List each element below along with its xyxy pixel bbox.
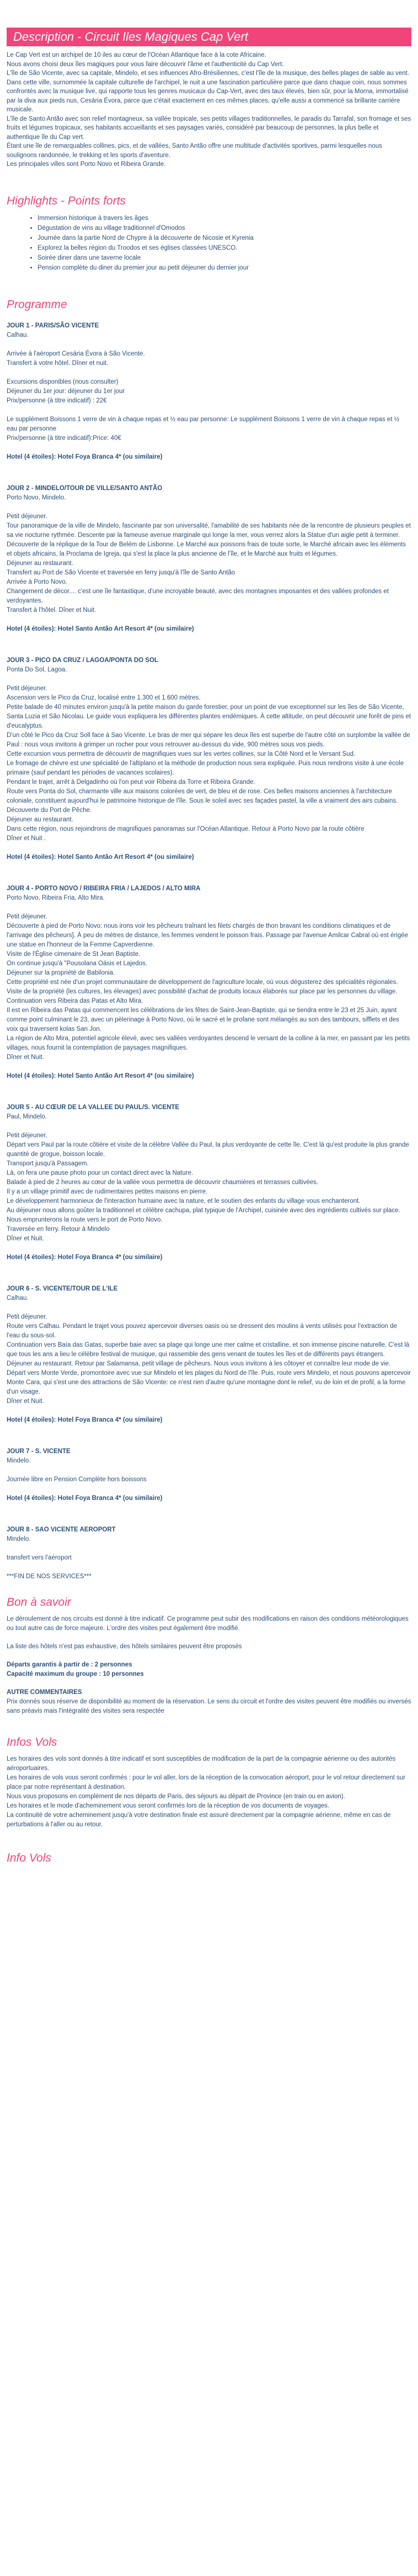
day-line: Dîner et Nuit. xyxy=(7,1235,44,1242)
day-line: Changement de décor.... c'est une île fantastique, d'une incroyable beauté, avec des montagnes imposantes et des vallées profondes et verdoyantes. xyxy=(7,588,389,604)
intro-paragraph: Étant une île de remarquables collines, pics, et de vallées, Santo Antão offre une multitude d'activités sportives, parmi lesquelles nous soulignons randonnée, le trekking et les sports d'aventure. xyxy=(7,143,382,159)
day-line: Petit déjeuner. xyxy=(7,1313,47,1320)
day-line: D'un côté le Pico da Cruz Soll face à Sao Vicente. Le bras de mer qui sépare les deux îles est superbe de l'autre côté on surplombe la vallée de Paul : nous vous invitons à grimper un rocher pour vous retrouver au-dessus du vide, 900 mètres sous vos pieds. xyxy=(7,732,410,748)
day-hotel: Hotel (4 étoiles): Hotel Foya Branca 4* (ou similaire) xyxy=(7,1416,163,1423)
day-hotel: Hotel (4 étoiles): Hotel Foya Branca 4* (ou similaire) xyxy=(7,1254,163,1261)
day-line: Cette excursion vous permettra de découvrir de magnifiques vues sur les vertes collines, sur la Côté Nord et le Versant Sud. xyxy=(7,750,356,757)
day-line xyxy=(7,1466,411,1475)
day-line: Dans cette région, nous rejoindrons de magnifiques panoramas sur l'Océan Atlantique. Retour à Porto Novo par la route côtière xyxy=(7,825,365,832)
day-line: Tour panoramique de la ville de Mindelo, fascinante par son universalité, l'amabilité de ses habitants née de la rencontre de plusieurs peuples et sa vie nocturne rythmée. Descente par la fameuse avenue marginale qui longe la mer, vous verrez alors la Statue d'un aigle petit à terminer. Découverte de la réplique de la Tour de Belém de Lisbonne. Le Marché aux poissons frais de toute sorte, le Marché africain avec les éléments et objets africains, la Proclama de Igreja, qui s'est la place la plus ancienne de l'île, et le Marché aux fruits et légumes. xyxy=(7,522,411,557)
highlight-item: • Explorez la belles région du Troodos et ses églises classées UNESCO. xyxy=(37,243,411,253)
day-hotel: Hotel (4 étoiles): Hotel Santo Antão Art Resort 4* (ou similaire) xyxy=(7,625,194,632)
day-line: Petit déjeuner. xyxy=(7,685,47,692)
day-title: JOUR 4 - PORTO NOVO / RIBEIRA FRIA / LAJEDOS / ALTO MIRA xyxy=(7,885,201,892)
day-line: Au déjeuner nous allons goûter la traditionnel et célèbre cachupa, plat typique de l'Archipel, cuisinée avec des ingrédients cultivés sur place. xyxy=(7,1207,400,1214)
intro-paragraph: Le Cap Vert est un archipel de 10 iles au cœur de l'Océan Atlantique face à la cote Africaine. xyxy=(7,52,266,58)
programme-days xyxy=(7,321,411,1582)
day-line: Calhau. xyxy=(7,1294,29,1302)
day-block xyxy=(7,1447,411,1503)
day-line: Porto Novo, Mindelo. xyxy=(7,494,66,501)
day-line xyxy=(7,1303,411,1313)
day-line: Traversée en ferry. Retour à Mindelo xyxy=(7,1225,110,1233)
info-vols-heading: Info Vols xyxy=(7,1851,51,1864)
bon-a-savoir-text: Le déroulement de nos circuits est donné à titre indicatif. Ce programme peut subir des modifications en raison des conditions météorologiques ou tout autre cas de force majeure. L'ordre des visites peut également être modifié. xyxy=(7,1615,409,1632)
departs-garantis: Départs garantis à partir de : 2 personnes xyxy=(7,1661,132,1668)
day-line: Là, on fera une pause photo pour un contact direct avec la Nature. xyxy=(7,1169,194,1176)
day-hotel: Hotel (4 étoiles): Hotel Santo Antão Art Resort 4* (ou similaire) xyxy=(7,853,194,861)
day-block xyxy=(7,1103,411,1262)
day-line: Visite de l'Église cimenaire de St Jean Baptiste. xyxy=(7,950,141,958)
infos-vols-line: Les horaires et le mode d'acheminement vous seront confirmés lors de la réception de vos documents de voyages. xyxy=(7,1802,330,1809)
day-line: Déjeuner sur la propriété de Babilonia. xyxy=(7,969,115,976)
day-line: Pendant le trajet, arrêt à Delgadinho où l'on peut voir Ribeira da Torre et Ribeira Grande. xyxy=(7,778,255,786)
highlight-item: • Pension complète du diner du premier jour au petit déjeuner du dernier jour xyxy=(37,263,411,273)
day-line: Découverte à pied de Porto Novo: nous irons voir les pêcheurs traînant les filets chargés de thon bravant les conditions climatiques et de l'arrivage des pêcheurs]. À peu de mètres de distance, les femmes vendent le poisson frais. Passage par l'avenue Amilcar Cabral où est érigée une statue en l'honneur de la Femme Capverdienne. xyxy=(7,922,409,948)
intro-paragraph: Les principales villes sont Porto Novo et Ribeira Grande. xyxy=(7,161,166,168)
day-line: Calhau. xyxy=(7,331,29,338)
day-line: Journée libre en Pension Complète hors boissons xyxy=(7,1476,147,1483)
day-line: Déjeuner au restaurant. xyxy=(7,560,73,567)
highlights-heading: Highlights - Points forts xyxy=(7,194,126,207)
day-line: Paul, Mindelo. xyxy=(7,1113,47,1120)
programme-heading: Programme xyxy=(7,298,67,311)
day-line: Petite balade de 40 minutes environ jusqu'à la petite maison du garde forestier, pour un point de vue exceptionnel sur les îles de São Vicente, Santa Luzia et São Nicolau. Le guide vous expliquera les différentes plantes endémiques. À cette altitude, on peut découvrir une forêt de pins et d'eucalyptus. xyxy=(7,703,411,729)
day-hotel: Hotel (4 étoiles): Hotel Foya Branca 4* (ou similaire) xyxy=(7,453,163,460)
day-hotel: Hotel (4 étoiles): Hotel Santo Antão Art Resort 4* (ou similaire) xyxy=(7,1072,194,1079)
infos-vols-line: Les horaires de vols vous seront confirmés : pour le vol aller, lors de la réception de la convocation aéroport, pour le vol retour directement sur place par notre représentant à destination. xyxy=(7,1774,405,1790)
day-line: Mindelo. xyxy=(7,1535,31,1542)
infos-vols-text xyxy=(7,1755,411,1830)
day-line: Le fromage de chèvre est une spécialité de l'altiplano et la méthode de production nous sera expliquée. Puis nous rendrons visite à une école primaire (sauf pendant les périodes de vacances scolaires). xyxy=(7,760,404,776)
highlight-item: • Journée dans la partie Nord de Chypre à la découverte de Nicosie et Kyrenia xyxy=(37,233,411,243)
day-line: Départ vers Monte Verde, promontoire avec vue sur Mindelo et les plages du Nord de l'île. Puis, route vers Mindelo, et nous pouvons apercevoir Monte Cara, qui s'est une des attractions de São Vicente: ce n'est rien d'autre qu'une montagne dont le relief, vu de loin et de profil, a la forme d'un visage. xyxy=(7,1369,411,1395)
day-line: Route vers Ponta do Sol, charmante ville aux maisons colorées de vert, de bleu et de rose. Ces belles maisons anciennes à l'architecture coloniale, constituent aujourd'hui le patrimoine historique de l'île. Sous le soleil avec ses façades pastel, la ville a vraiment des airs cubains. xyxy=(7,788,398,804)
day-title: JOUR 7 - S. VICENTE xyxy=(7,1448,71,1455)
day-line: Le supplément Boissons 1 verre de vin à chaque repas et ½ eau par personne: Le supplément Boissons 1 verre de vin à chaque repas et ½ eau par personne xyxy=(7,416,400,432)
bon-a-savoir-section xyxy=(7,1615,411,1716)
day-block xyxy=(7,656,411,862)
day-line xyxy=(7,1563,411,1572)
day-line: On continue jusqu'à "Pousolana Oásis et Lajedos. xyxy=(7,960,147,967)
day-line: Arrivée à Porto Novo. xyxy=(7,578,67,585)
day-line: Transfert au Port de São Vicente et traversée en ferry jusqu'à l'île de Santo Antão xyxy=(7,569,235,576)
day-line xyxy=(7,406,411,415)
day-line: Excursions disponibles (nous consulter) xyxy=(7,378,119,385)
day-line xyxy=(7,1544,411,1553)
day-line: Prix/personne (à titre indicatif) : 22€ xyxy=(7,397,107,404)
day-line: La région de Alto Mira, potentiel agricole élevé, avec ses vallées verdoyantes descend le versant de la colline à la mer, en passant par les petits villages, nous fournit la contemplation de paysages magnifiques. xyxy=(7,1035,410,1051)
day-line: Transfert à votre hôtel. Dîner et nuit. xyxy=(7,359,109,367)
day-title: JOUR 3 - PICO DA CRUZ / LAGOA/PONTA DO SOL xyxy=(7,657,158,664)
day-line: Continuation vers Baía das Gatas, superbe baie avec sa plage qui longe une mer calme et cristalline, et son immense piscine naturelle. C'est là que tous les ans a lieu le célèbre festival de musique, qui rassemble des gens venant de toutes les îles et de différents pays étrangers. xyxy=(7,1341,410,1358)
infos-vols-line: Nous vous proposons en complément de nos départs de Paris, des séjours au départ de Province (en train ou en avion). xyxy=(7,1793,345,1800)
day-block xyxy=(7,321,411,462)
day-line: Nous emprunterons la route vers le port de Porto Novo. xyxy=(7,1216,163,1223)
day-line xyxy=(7,340,411,349)
day-hotel: Hotel (4 étoiles): Hotel Foya Branca 4* (ou similaire) xyxy=(7,1494,163,1502)
day-block xyxy=(7,884,411,1081)
day-line: Transfert à l'hôtel. Dîner et Nuit. xyxy=(7,606,97,614)
day-line: Déjeuner du 1er jour: déjeuner du 1er jour xyxy=(7,388,125,395)
intro-paragraph: Nous avons choisi deux îles magiques pour vous faire découvrir l'âme et l'authenticité du Cap Vert. xyxy=(7,61,284,68)
day-line: Prix/personne (à titre indicatif):Price: 40€ xyxy=(7,434,121,442)
day-line: Il y a un village primitif avec de rudimentaires petites maisons en pierre. xyxy=(7,1188,208,1195)
day-line xyxy=(7,503,411,512)
intro-paragraph: Dans cette ville, surnommée la capitale culturelle de l'archipel, le nuit a une fascination particulière parce que dans chaque coin, nous sommes confrontés avec la musique live, qui rapporte tous les genres musicaux du Cap-Vert, avec des taux élevés, bien sûr, pour la Morna, immortalisé par la diva aux pieds nus, Cesária Évora, parce que c'était exactement en ces mêmes places, qu'elle aussi a commencé sa brillante carrière musicale. xyxy=(7,79,409,113)
page xyxy=(0,28,418,1865)
day-line: Petit déjeuner. xyxy=(7,513,47,520)
day-line: Transport jusqu'à Passagem. xyxy=(7,1160,89,1167)
infos-vols-heading: Infos Vols xyxy=(7,1735,57,1749)
day-title: JOUR 8 - SAO VICENTE AEROPORT xyxy=(7,1526,116,1533)
day-line: Dîner et Nuit. xyxy=(7,1397,44,1405)
highlight-item: • Dégustation de vins au village traditionnel d'Omodos xyxy=(37,223,411,233)
day-line: Découverte du Port de Pêche. xyxy=(7,806,92,814)
capacite-max: Capacité maximum du groupe : 10 personnes xyxy=(7,1670,144,1677)
day-line xyxy=(7,675,411,684)
day-line: Cette propriété est née d'un projet communautaire de développement de l'agriculture locale, où vous dégusterez des spécialités régionales. Visite de la propriété (les cultures, les élevages) avec possibilité d'achat de produits locaux élaborés sur place par les personnes du village. xyxy=(7,978,398,995)
day-line: Arrivée à l'aéroport Cesária Évora à São Vicente. xyxy=(7,350,145,357)
day-line: Petit déjeuner. xyxy=(7,1132,47,1139)
day-line: Dîner et Nuit . xyxy=(7,835,46,842)
day-line: transfert vers l'aéroport xyxy=(7,1554,72,1561)
day-line: Dîner et Nuit. xyxy=(7,1053,44,1061)
day-line: Déjeuner au restaurant. xyxy=(7,816,73,823)
day-line: Il est en Ribeira das Patas qui commencent les célébrations de les fêtes de Saint-Jean-Baptiste, qui se tiendra entre le 23 et 25 Juin, ayant comme point culminant le 23, avec un pèlerinage à Porto Novo, où le sacré et le profane sont mélangés au son des tambours, sifflets et des voix qui traversent kolas San Jon. xyxy=(7,1007,399,1032)
day-line: Petit déjeuner. xyxy=(7,913,47,920)
day-line xyxy=(7,1122,411,1131)
hotels-note: La liste des hôtels n'est pas exhaustive, des hôtels similaires peuvent être proposés xyxy=(7,1643,242,1650)
day-block xyxy=(7,484,411,634)
highlight-item: • Immersion historique à travers les âges xyxy=(37,213,411,223)
day-block xyxy=(7,1525,411,1582)
highlights-list xyxy=(7,213,411,273)
day-line: Déjeuner au restaurant. Retour par Salamansa, petit village de pêcheurs. Nous vous invitons à les côtoyer et connaître leur mode de vie. xyxy=(7,1360,391,1367)
day-block xyxy=(7,1284,411,1425)
day-line: Continuation vers Ribeira das Patas et Alto Mira. xyxy=(7,997,143,1004)
day-line: Porto Novo, Ribeira Fria, Alto Mira. xyxy=(7,894,105,901)
intro-text xyxy=(7,51,411,169)
day-line: Ponta Do Sol, Lagoa. xyxy=(7,666,67,673)
day-title: JOUR 5 - AU CŒUR DE LA VALLEE DU PAUL/S. VICENTE xyxy=(7,1104,180,1111)
day-line: ***FIN DE NOS SERVICES*** xyxy=(7,1573,92,1580)
intro-paragraph: L'île de Santo Antão avec son relief montagneux, sa vallée tropicale, ses petits villages traditionnelles, le paradis du Tarrafal, son fromage et ses fruits et légumes tropicaux, ses habitants accueillants et ses paysages variés, considéré par beaucoup de personnes, la plus belle et authentique île du Cap vert. xyxy=(7,115,411,141)
day-line: Mindelo. xyxy=(7,1457,31,1464)
day-title: JOUR 6 - S. VICENTE/TOUR DE L'ILE xyxy=(7,1285,118,1292)
day-line: Le développement harmonieux de l'interaction humaine avec la nature, et le soutien des enfants du village vous enchanteront. xyxy=(7,1197,361,1204)
highlight-item: • Soirée diner dans une taverne locale xyxy=(37,253,411,263)
infos-vols-line: Les horaires des vols sont donnés à titre indicatif et sont susceptibles de modification de la part de la compagnie aérienne ou des autorités aéroportuaires. xyxy=(7,1755,396,1772)
bon-a-savoir-heading: Bon à savoir xyxy=(7,1595,71,1609)
day-line: Ascension vers le Pico da Cruz, localisé entre 1.300 et 1.600 mètres. xyxy=(7,694,201,701)
day-line xyxy=(7,903,411,912)
day-title: JOUR 1 - PARIS/SÃO VICENTE xyxy=(7,322,99,329)
page-title: Description - Circuit Iles Magiques Cap Vert xyxy=(7,28,411,46)
day-line: Route vers Calhau. Pendant le trajet vous pouvez apercevoir diverses oasis où se dressent des moulins à vents utilisés pour l'extraction de l'eau du sous-sol. xyxy=(7,1322,397,1339)
autres-commentaires-text: Prix donnés sous réserve de disponibilité au moment de la réservation. Le sens du circuit et l'ordre des visites peuvent être modifiés ou inversés sans préavis mais l'intégralité des visites sera respectée xyxy=(7,1698,411,1714)
infos-vols-line: La continuité de votre acheminement jusqu'à votre destination finale est assuré directement par la compagnie aérienne, même en cas de perturbations à l'aller ou au retour. xyxy=(7,1811,391,1828)
day-line: Départ vers Paul par la route côtière et visite de la célèbre Vallée du Paul, la plus verdoyante de cette île. C'est là qu'est produite la plus grande quantité de grogue, boisson locale. xyxy=(7,1141,409,1158)
intro-paragraph: L'île de São Vicente, avec sa capitale, Mindelo, et ses influences Afro-Brésiliennes, c'est l'île de la musique, des belles plages de sable au vent. xyxy=(7,70,410,77)
day-line: Balade à pied de 2 heures au cœur de la vallée vous permettra de découvrir chaumières et terrasses cultivées. xyxy=(7,1179,319,1186)
day-line xyxy=(7,368,411,378)
day-title: JOUR 2 - MINDELO/TOUR DE VILLE/SANTO ANTÃO xyxy=(7,485,163,492)
autres-commentaires-heading: AUTRE COMMENTAIRES xyxy=(7,1688,82,1696)
